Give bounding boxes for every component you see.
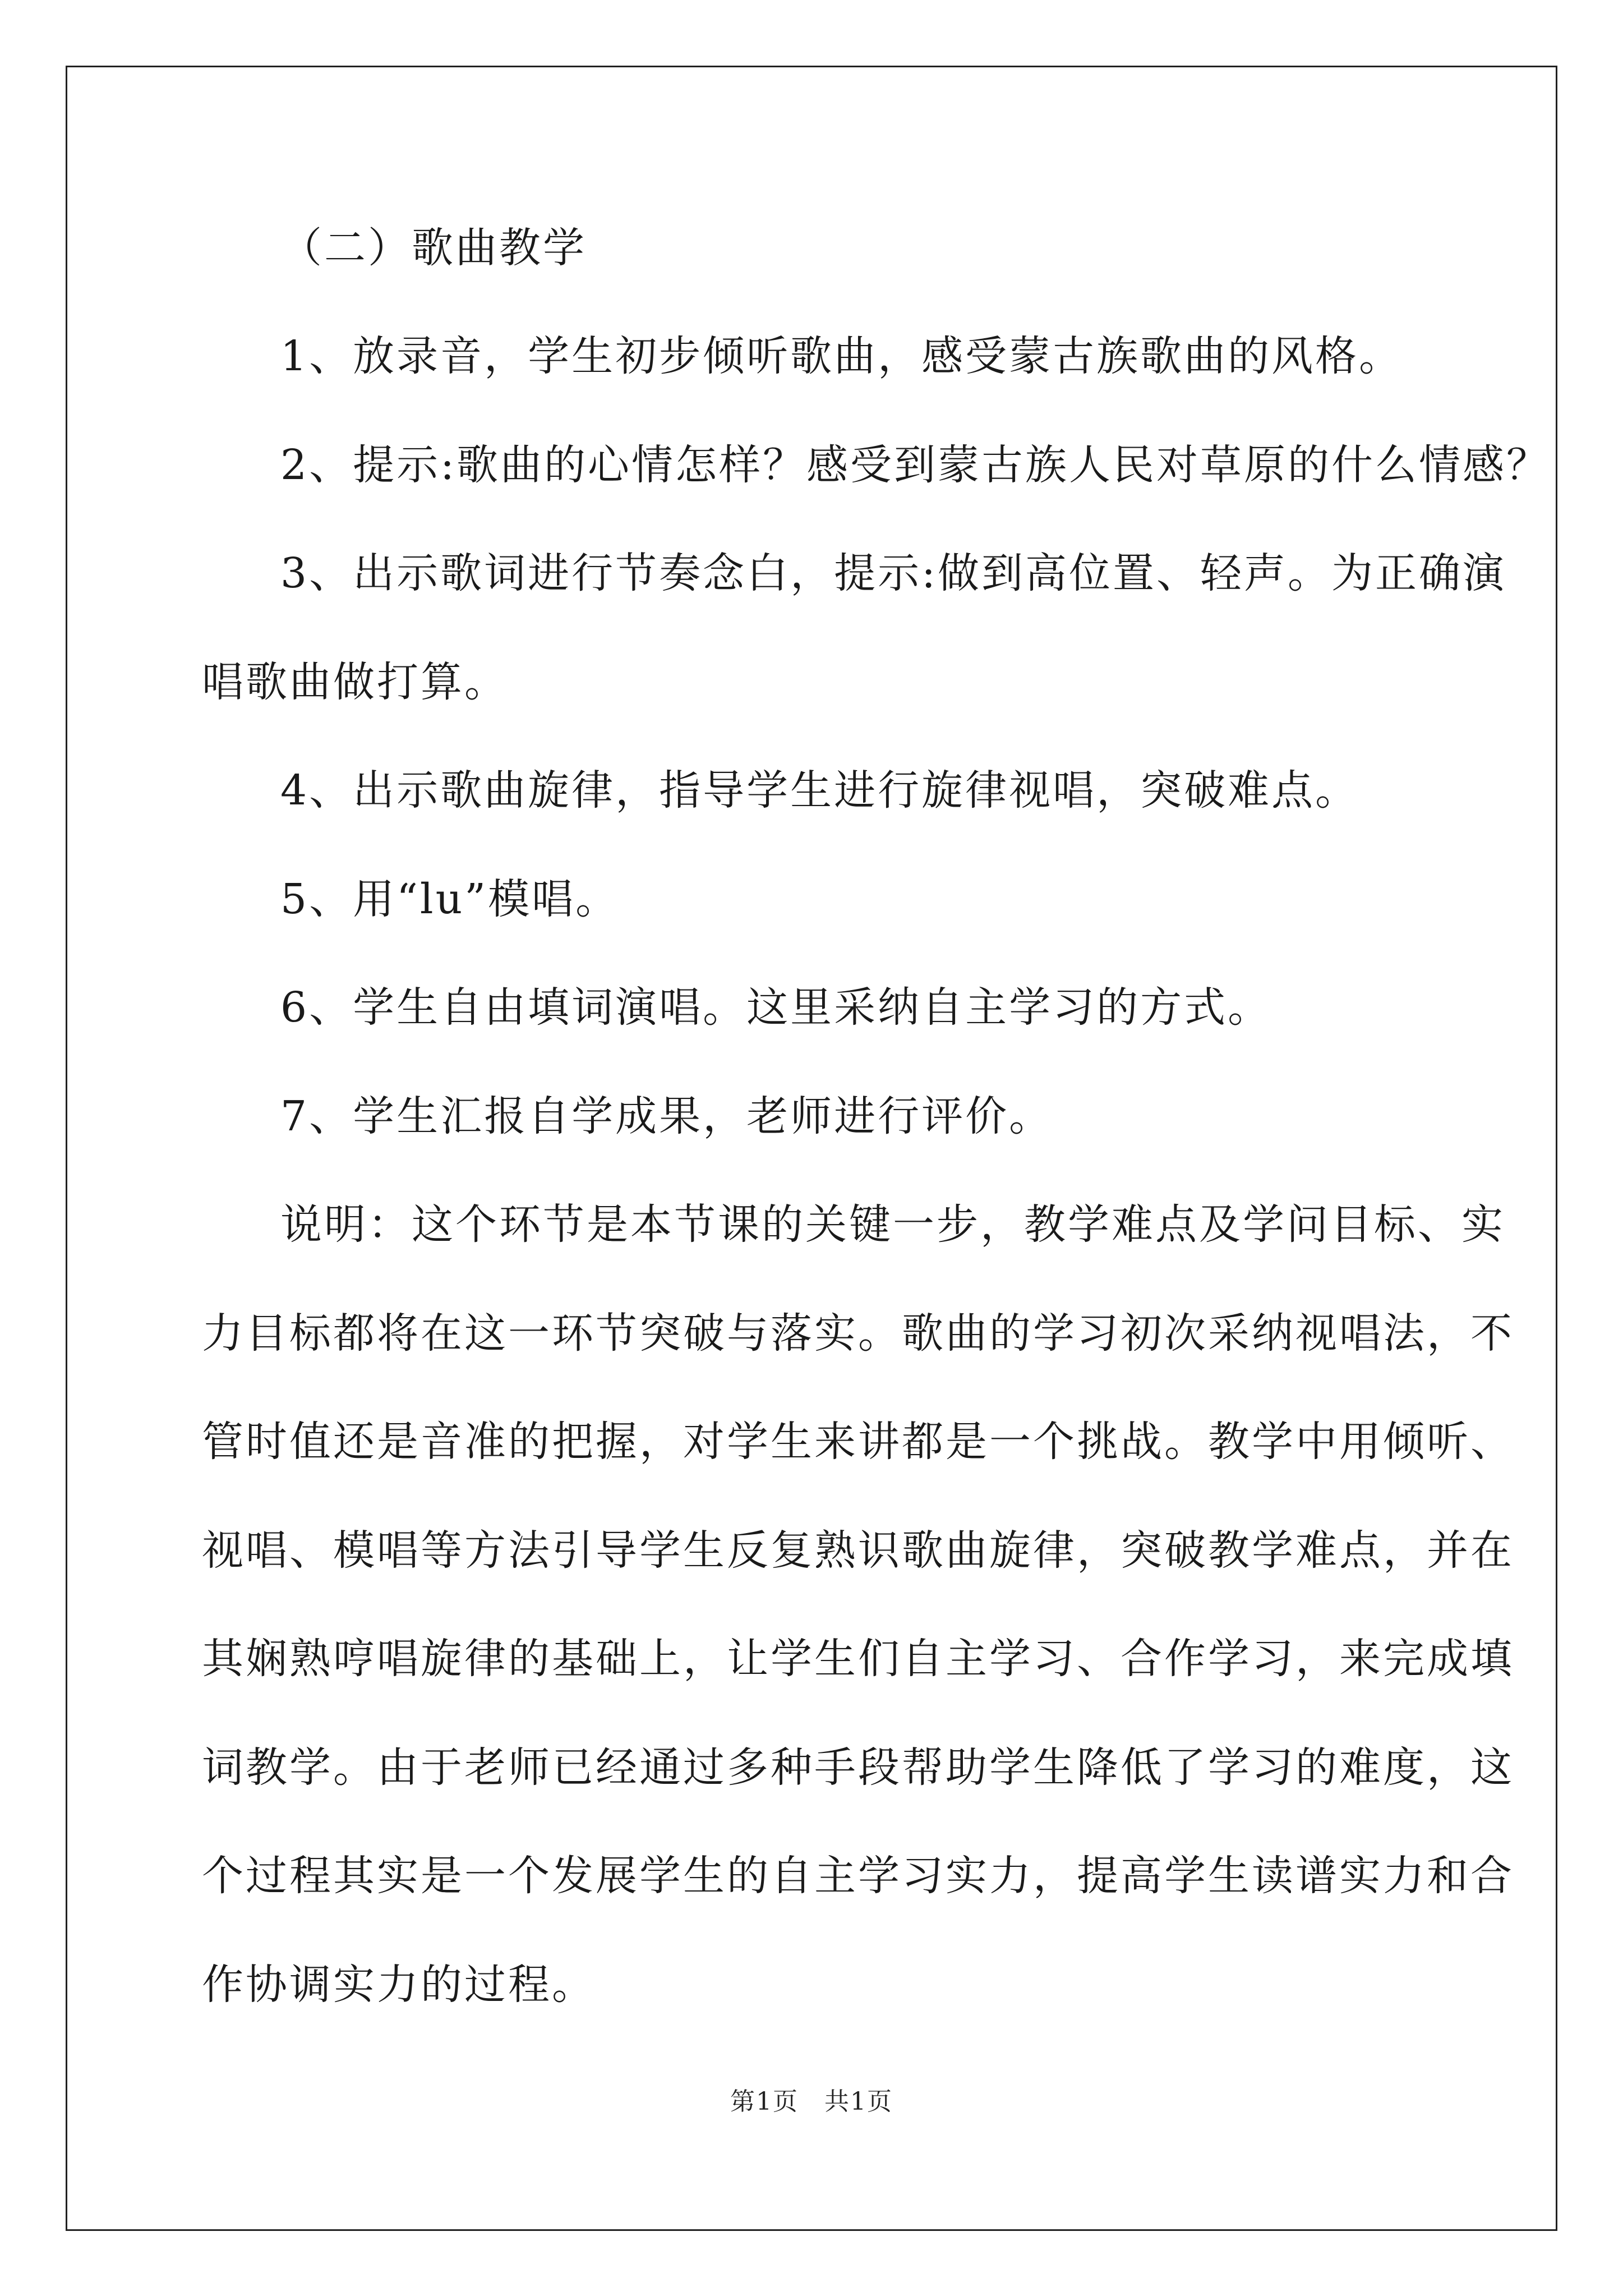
explanation-line: 说明：这个环节是本节课的关键一步，教学难点及学问目标、实 (280, 1200, 1505, 1249)
explanation-line: 力目标都将在这一环节突破与落实。歌曲的学习初次采纳视唱法，不 (202, 1309, 1514, 1358)
step-item-5: 5、用“lu”模唱。 (280, 875, 620, 923)
page-footer: 第1页 共1页 (730, 2087, 893, 2116)
step-item-4: 4、出示歌曲旋律，指导学生进行旋律视唱，突破难点。 (280, 766, 1359, 815)
explanation-line: 词教学。由于老师已经通过多种手段帮助学生降低了学习的难度，这 (202, 1743, 1514, 1792)
step-item-6: 6、学生自由填词演唱。这里采纳自主学习的方式。 (280, 983, 1272, 1032)
section-heading: （二）歌曲教学 (280, 224, 587, 272)
explanation-line: 其娴熟哼唱旋律的基础上，让学生们自主学习、合作学习，来完成填 (202, 1635, 1514, 1683)
explanation-line: 作协调实力的过程。 (202, 1961, 596, 2009)
explanation-line: 个过程其实是一个发展学生的自主学习实力，提高学生读谱实力和合 (202, 1852, 1514, 1900)
explanation-line: 视唱、模唱等方法引导学生反复熟识歌曲旋律，突破教学难点，并在 (202, 1526, 1514, 1575)
step-item-1: 1、放录音，学生初步倾听歌曲，感受蒙古族歌曲的风格。 (280, 332, 1403, 380)
step-item-3-continued: 唱歌曲做打算。 (202, 658, 508, 706)
page-frame (66, 66, 1557, 2231)
step-item-2: 2、提示:歌曲的心情怎样？感受到蒙古族人民对草原的什么情感？ (280, 441, 1551, 489)
explanation-line: 管时值还是音准的把握，对学生来讲都是一个挑战。教学中用倾听、 (202, 1418, 1514, 1466)
step-item-7: 7、学生汇报自学成果，老师进行评价。 (280, 1092, 1053, 1140)
step-item-3: 3、出示歌词进行节奏念白，提示:做到高位置、轻声。为正确演 (280, 549, 1507, 597)
